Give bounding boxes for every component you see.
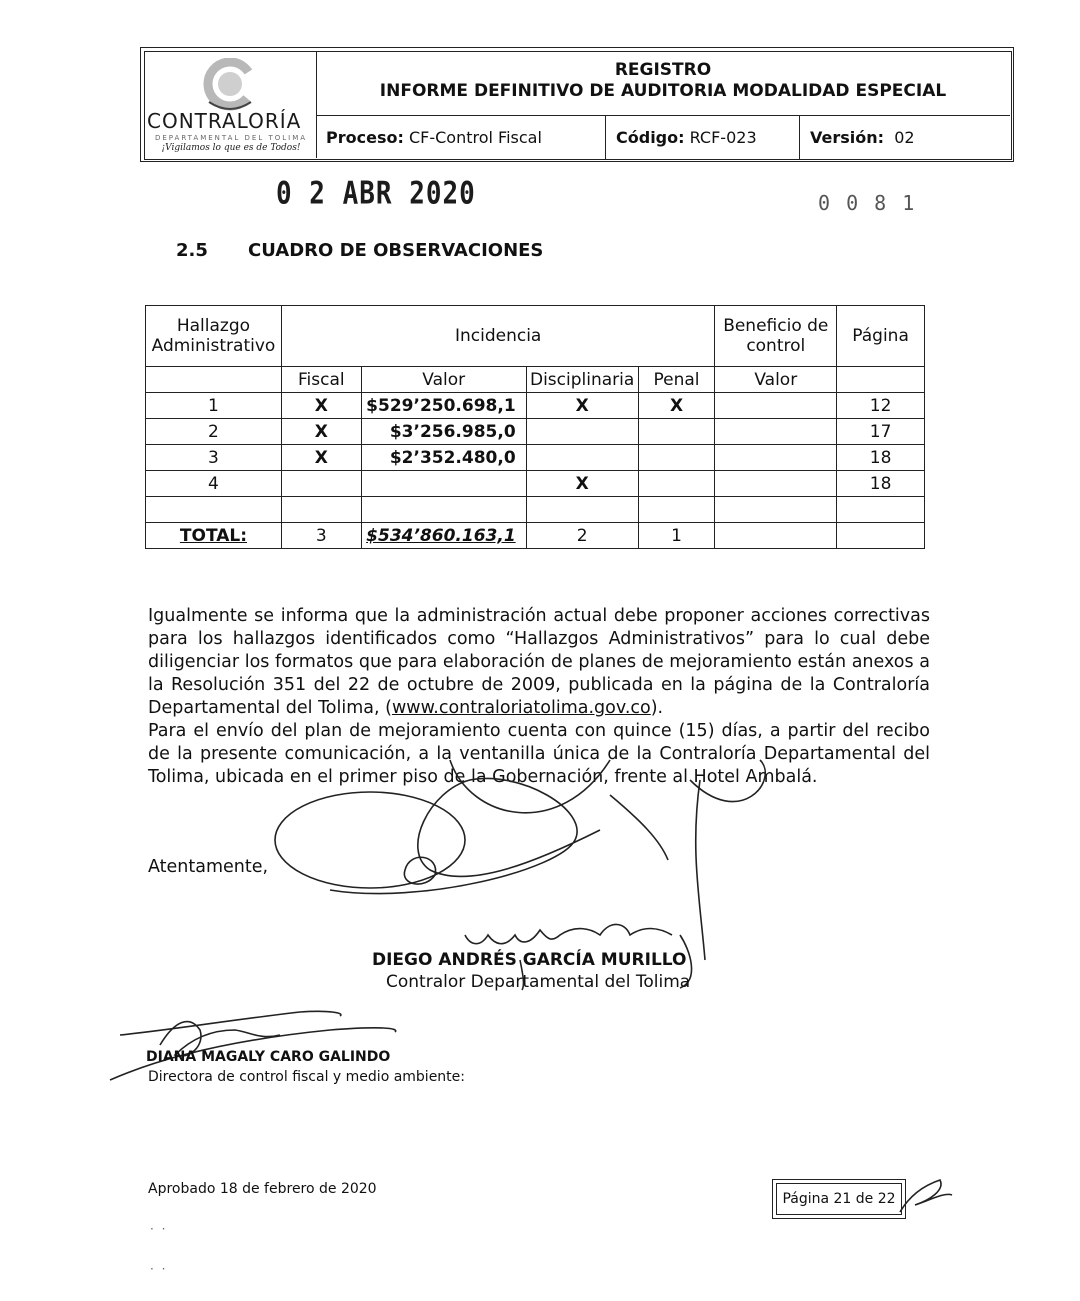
cell-fiscal: X bbox=[281, 445, 361, 471]
second-signer-name: DIANA MAGALY CARO GALINDO bbox=[146, 1049, 391, 1065]
cell-valor: $3’256.985,0 bbox=[361, 419, 526, 445]
th-valor: Valor bbox=[361, 367, 526, 393]
contraloria-logo-icon bbox=[199, 58, 261, 112]
total-disciplinaria: 2 bbox=[526, 523, 638, 549]
cell-valor: $2’352.480,0 bbox=[361, 445, 526, 471]
section-title: CUADRO DE OBSERVACIONES bbox=[248, 240, 544, 261]
th-incidencia: Incidencia bbox=[281, 306, 715, 367]
paragraph-correctivas: Igualmente se informa que la administración actual debe proponer acciones correctivas para los hallazgos identificados como “Hallazgos Administrativos” para lo cual debe diligenciar los formatos que para elaboración de planes de mejoramiento están anexos a la Resolución 351 del 22 de octubre de 2009, publicada en la página de la Contraloría Departamental del Tolima, (www.contraloriatolima.gov.co). bbox=[148, 606, 930, 718]
cell-hallazgo: 3 bbox=[146, 445, 282, 471]
cell-penal bbox=[638, 419, 715, 445]
cell-penal: X bbox=[638, 393, 715, 419]
cell-beneficio bbox=[715, 419, 837, 445]
table-row bbox=[146, 419, 925, 445]
header-title bbox=[316, 60, 1010, 102]
th-valor-beneficio: Valor bbox=[715, 367, 837, 393]
contraloria-website-link[interactable]: www.contraloriatolima.gov.co bbox=[391, 698, 651, 718]
margin-dots: · · bbox=[150, 1222, 168, 1236]
th-hallazgo: Hallazgo Administrativo bbox=[146, 306, 282, 367]
th-beneficio: Beneficio de control bbox=[715, 306, 837, 367]
second-signer-role: Directora de control fiscal y medio ambiente: bbox=[148, 1069, 466, 1085]
cell-hallazgo: 1 bbox=[146, 393, 282, 419]
cell-hallazgo: 4 bbox=[146, 471, 282, 497]
signer-role: Contralor Departamental del Tolima bbox=[386, 972, 691, 992]
header-codigo: Código: RCF-023 bbox=[606, 116, 800, 159]
th-disciplinaria: Disciplinaria bbox=[526, 367, 638, 393]
margin-dots: · · bbox=[150, 1262, 168, 1276]
greeting: Atentamente, bbox=[148, 857, 269, 877]
radicado-number: 0 0 8 1 bbox=[818, 191, 917, 215]
logo-wordmark: CONTRALORÍA bbox=[147, 109, 302, 133]
observations-table bbox=[145, 305, 925, 549]
cell-valor: $529’250.698,1 bbox=[361, 393, 526, 419]
cell-beneficio bbox=[715, 445, 837, 471]
th-pagina: Página bbox=[837, 306, 925, 367]
table-subheader-row bbox=[146, 367, 925, 393]
table-row bbox=[146, 471, 925, 497]
logo-subtitle: DEPARTAMENTAL DEL TOLIMA bbox=[154, 134, 308, 142]
date-stamp: 0 2 ABR 2020 bbox=[276, 176, 476, 212]
header-proceso: Proceso: CF-Control Fiscal bbox=[316, 116, 606, 159]
th-blank bbox=[837, 367, 925, 393]
logo-motto: ¡Vigilamos lo que es de Todos! bbox=[161, 143, 301, 153]
cell-fiscal: X bbox=[281, 419, 361, 445]
table-total-row bbox=[146, 523, 925, 549]
cell-disciplinaria: X bbox=[526, 471, 638, 497]
paragraph-envio: Para el envío del plan de mejoramiento cuenta con quince (15) días, a partir del recibo de la presente comunicación, a la ventanilla única de la Contraloría Departamental del Tolima, ubicada en el primer piso de la Gobernación, frente al Hotel Ambalá. bbox=[148, 721, 930, 787]
total-label: TOTAL: bbox=[179, 525, 248, 546]
cell-penal bbox=[638, 445, 715, 471]
page-number: Página 21 de 22 bbox=[776, 1183, 902, 1215]
cell-disciplinaria bbox=[526, 445, 638, 471]
cell-disciplinaria: X bbox=[526, 393, 638, 419]
cell-pagina: 18 bbox=[837, 471, 925, 497]
cell-fiscal: X bbox=[281, 393, 361, 419]
total-valor: $534’860.163,1 bbox=[366, 525, 516, 546]
cell-hallazgo: 2 bbox=[146, 419, 282, 445]
cell-valor bbox=[361, 471, 526, 497]
cell-pagina: 17 bbox=[837, 419, 925, 445]
signer-name: DIEGO ANDRÉS GARCÍA MURILLO bbox=[372, 950, 687, 970]
section-number: 2.5 bbox=[176, 240, 208, 261]
cell-pagina: 18 bbox=[837, 445, 925, 471]
cell-beneficio bbox=[715, 393, 837, 419]
total-fiscal: 3 bbox=[281, 523, 361, 549]
total-penal: 1 bbox=[638, 523, 715, 549]
header-meta-row bbox=[316, 115, 1010, 159]
cell-fiscal bbox=[281, 471, 361, 497]
cell-disciplinaria bbox=[526, 419, 638, 445]
th-penal: Penal bbox=[638, 367, 715, 393]
table-row bbox=[146, 445, 925, 471]
header-title-line1: REGISTRO bbox=[614, 60, 712, 80]
th-blank bbox=[146, 367, 282, 393]
th-fiscal: Fiscal bbox=[281, 367, 361, 393]
table-row-empty bbox=[146, 497, 925, 523]
cell-pagina: 12 bbox=[837, 393, 925, 419]
approval-date: Aprobado 18 de febrero de 2020 bbox=[148, 1181, 377, 1197]
cell-beneficio bbox=[715, 471, 837, 497]
table-row bbox=[146, 393, 925, 419]
table-header-row bbox=[146, 306, 925, 367]
cell-penal bbox=[638, 471, 715, 497]
header-title-line2: INFORME DEFINITIVO DE AUDITORIA MODALIDAD ESPECIAL bbox=[379, 81, 947, 101]
header-version: Versión: 02 bbox=[810, 128, 915, 147]
